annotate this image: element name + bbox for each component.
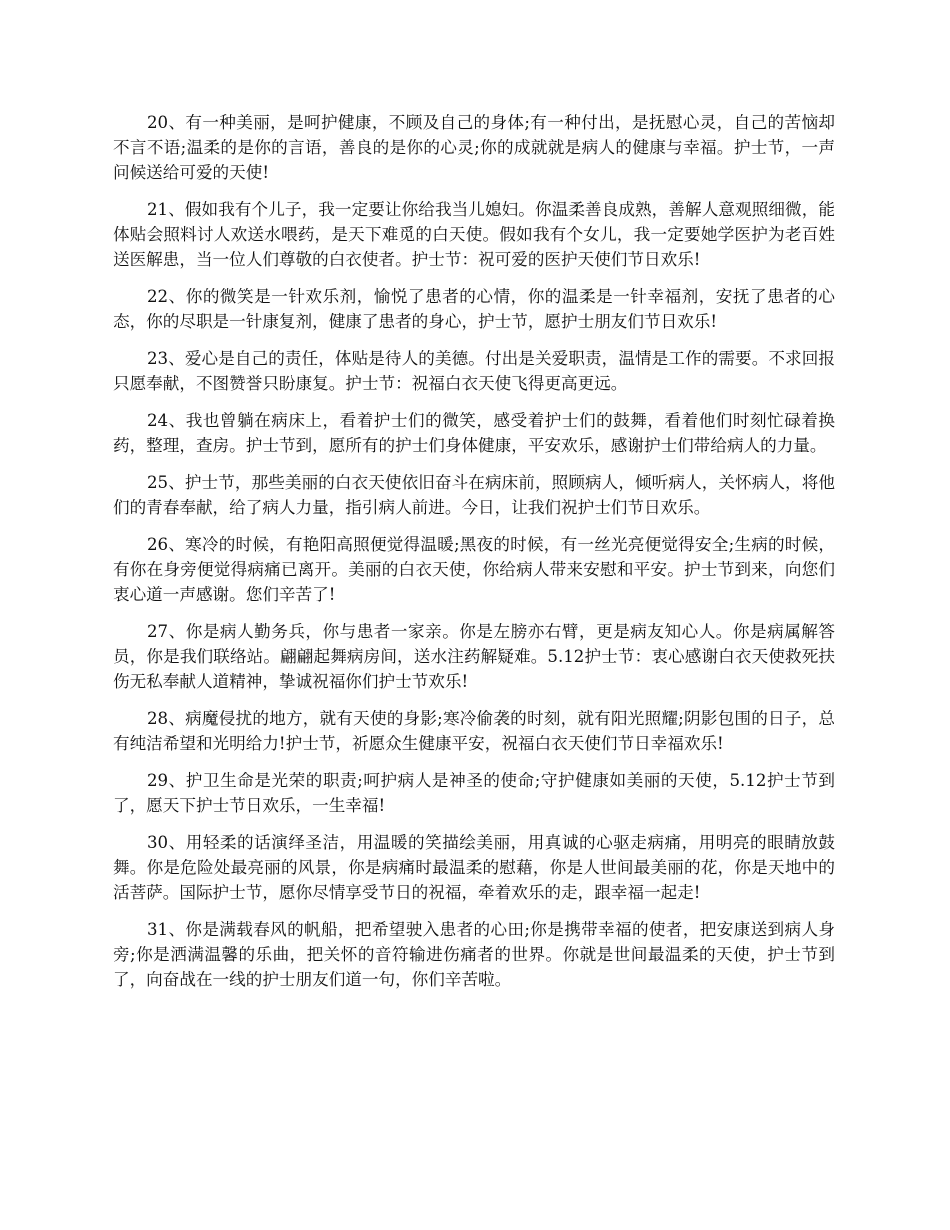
paragraph-25: 25、护士节，那些美丽的白衣天使依旧奋斗在病床前，照顾病人，倾听病人，关怀病人，将他们的青春奉献，给了病人力量，指引病人前进。今日，让我们祝护士们节日欢乐。 bbox=[113, 473, 835, 517]
paragraph-24: 24、我也曾躺在病床上，看着护士们的微笑，感受着护士们的鼓舞，看着他们时刻忙碌着换药，整理，查房。护士节到，愿所有的护士们身体健康，平安欢乐，感谢护士们带给病人的力量。 bbox=[113, 411, 835, 455]
document-body bbox=[113, 110, 835, 1004]
paragraph-31: 31、你是满载春风的帆船，把希望驶入患者的心田;你是携带幸福的使者，把安康送到病人身旁;你是洒满温馨的乐曲，把关怀的音符输进伤痛者的世界。你就是世间最温柔的天使，护士节到了，向奋战在一线的护士朋友们道一句，你们辛苦啦。 bbox=[113, 920, 835, 989]
paragraph-22: 22、你的微笑是一针欢乐剂，愉悦了患者的心情，你的温柔是一针幸福剂，安抚了患者的心态，你的尽职是一针康复剂，健康了患者的身心，护士节，愿护士朋友们节日欢乐! bbox=[113, 287, 835, 331]
paragraph-26: 26、寒冷的时候，有艳阳高照便觉得温暖;黑夜的时候，有一丝光亮便觉得安全;生病的时候，有你在身旁便觉得病痛已离开。美丽的白衣天使，你给病人带来安慰和平安。护士节到来，向您们衷心道一声感谢。您们辛苦了! bbox=[113, 535, 835, 604]
paragraph-20: 20、有一种美丽，是呵护健康，不顾及自己的身体;有一种付出，是抚慰心灵，自己的苦恼却不言不语;温柔的是你的言语，善良的是你的心灵;你的成就就是病人的健康与幸福。护士节，一声问候送给可爱的天使! bbox=[113, 113, 835, 182]
paragraph-29: 29、护卫生命是光荣的职责;呵护病人是神圣的使命;守护健康如美丽的天使，5.12护士节到了，愿天下护士节日欢乐，一生幸福! bbox=[113, 771, 835, 815]
paragraph-30: 30、用轻柔的话演绎圣洁，用温暖的笑描绘美丽，用真诚的心驱走病痛，用明亮的眼睛放鼓舞。你是危险处最亮丽的风景，你是病痛时最温柔的慰藉，你是人世间最美丽的花，你是天地中的活菩萨。国际护士节，愿你尽情享受节日的祝福，牵着欢乐的走，跟幸福一起走! bbox=[113, 833, 835, 902]
paragraph-28: 28、病魔侵扰的地方，就有天使的身影;寒冷偷袭的时刻，就有阳光照耀;阴影包围的日子，总有纯洁希望和光明给力!护士节，祈愿众生健康平安，祝福白衣天使们节日幸福欢乐! bbox=[113, 709, 835, 753]
paragraph-21: 21、假如我有个儿子，我一定要让你给我当儿媳妇。你温柔善良成熟，善解人意观照细微，能体贴会照料讨人欢送水喂药，是天下难觅的白天使。假如我有个女儿，我一定要她学医护为老百姓送医解患，当一位人们尊敬的白衣使者。护士节：祝可爱的医护天使们节日欢乐! bbox=[113, 200, 835, 269]
paragraph-27: 27、你是病人勤务兵，你与患者一家亲。你是左膀亦右臂，更是病友知心人。你是病属解答员，你是我们联络站。翩翩起舞病房间，送水注药解疑难。5.12护士节：衷心感谢白衣天使救死扶伤无私奉献人道精神，挚诚祝福你们护士节欢乐! bbox=[113, 622, 835, 691]
paragraph-23: 23、爱心是自己的责任，体贴是待人的美德。付出是关爱职责，温情是工作的需要。不求回报只愿奉献，不图赞誉只盼康复。护士节：祝福白衣天使飞得更高更远。 bbox=[113, 349, 835, 393]
